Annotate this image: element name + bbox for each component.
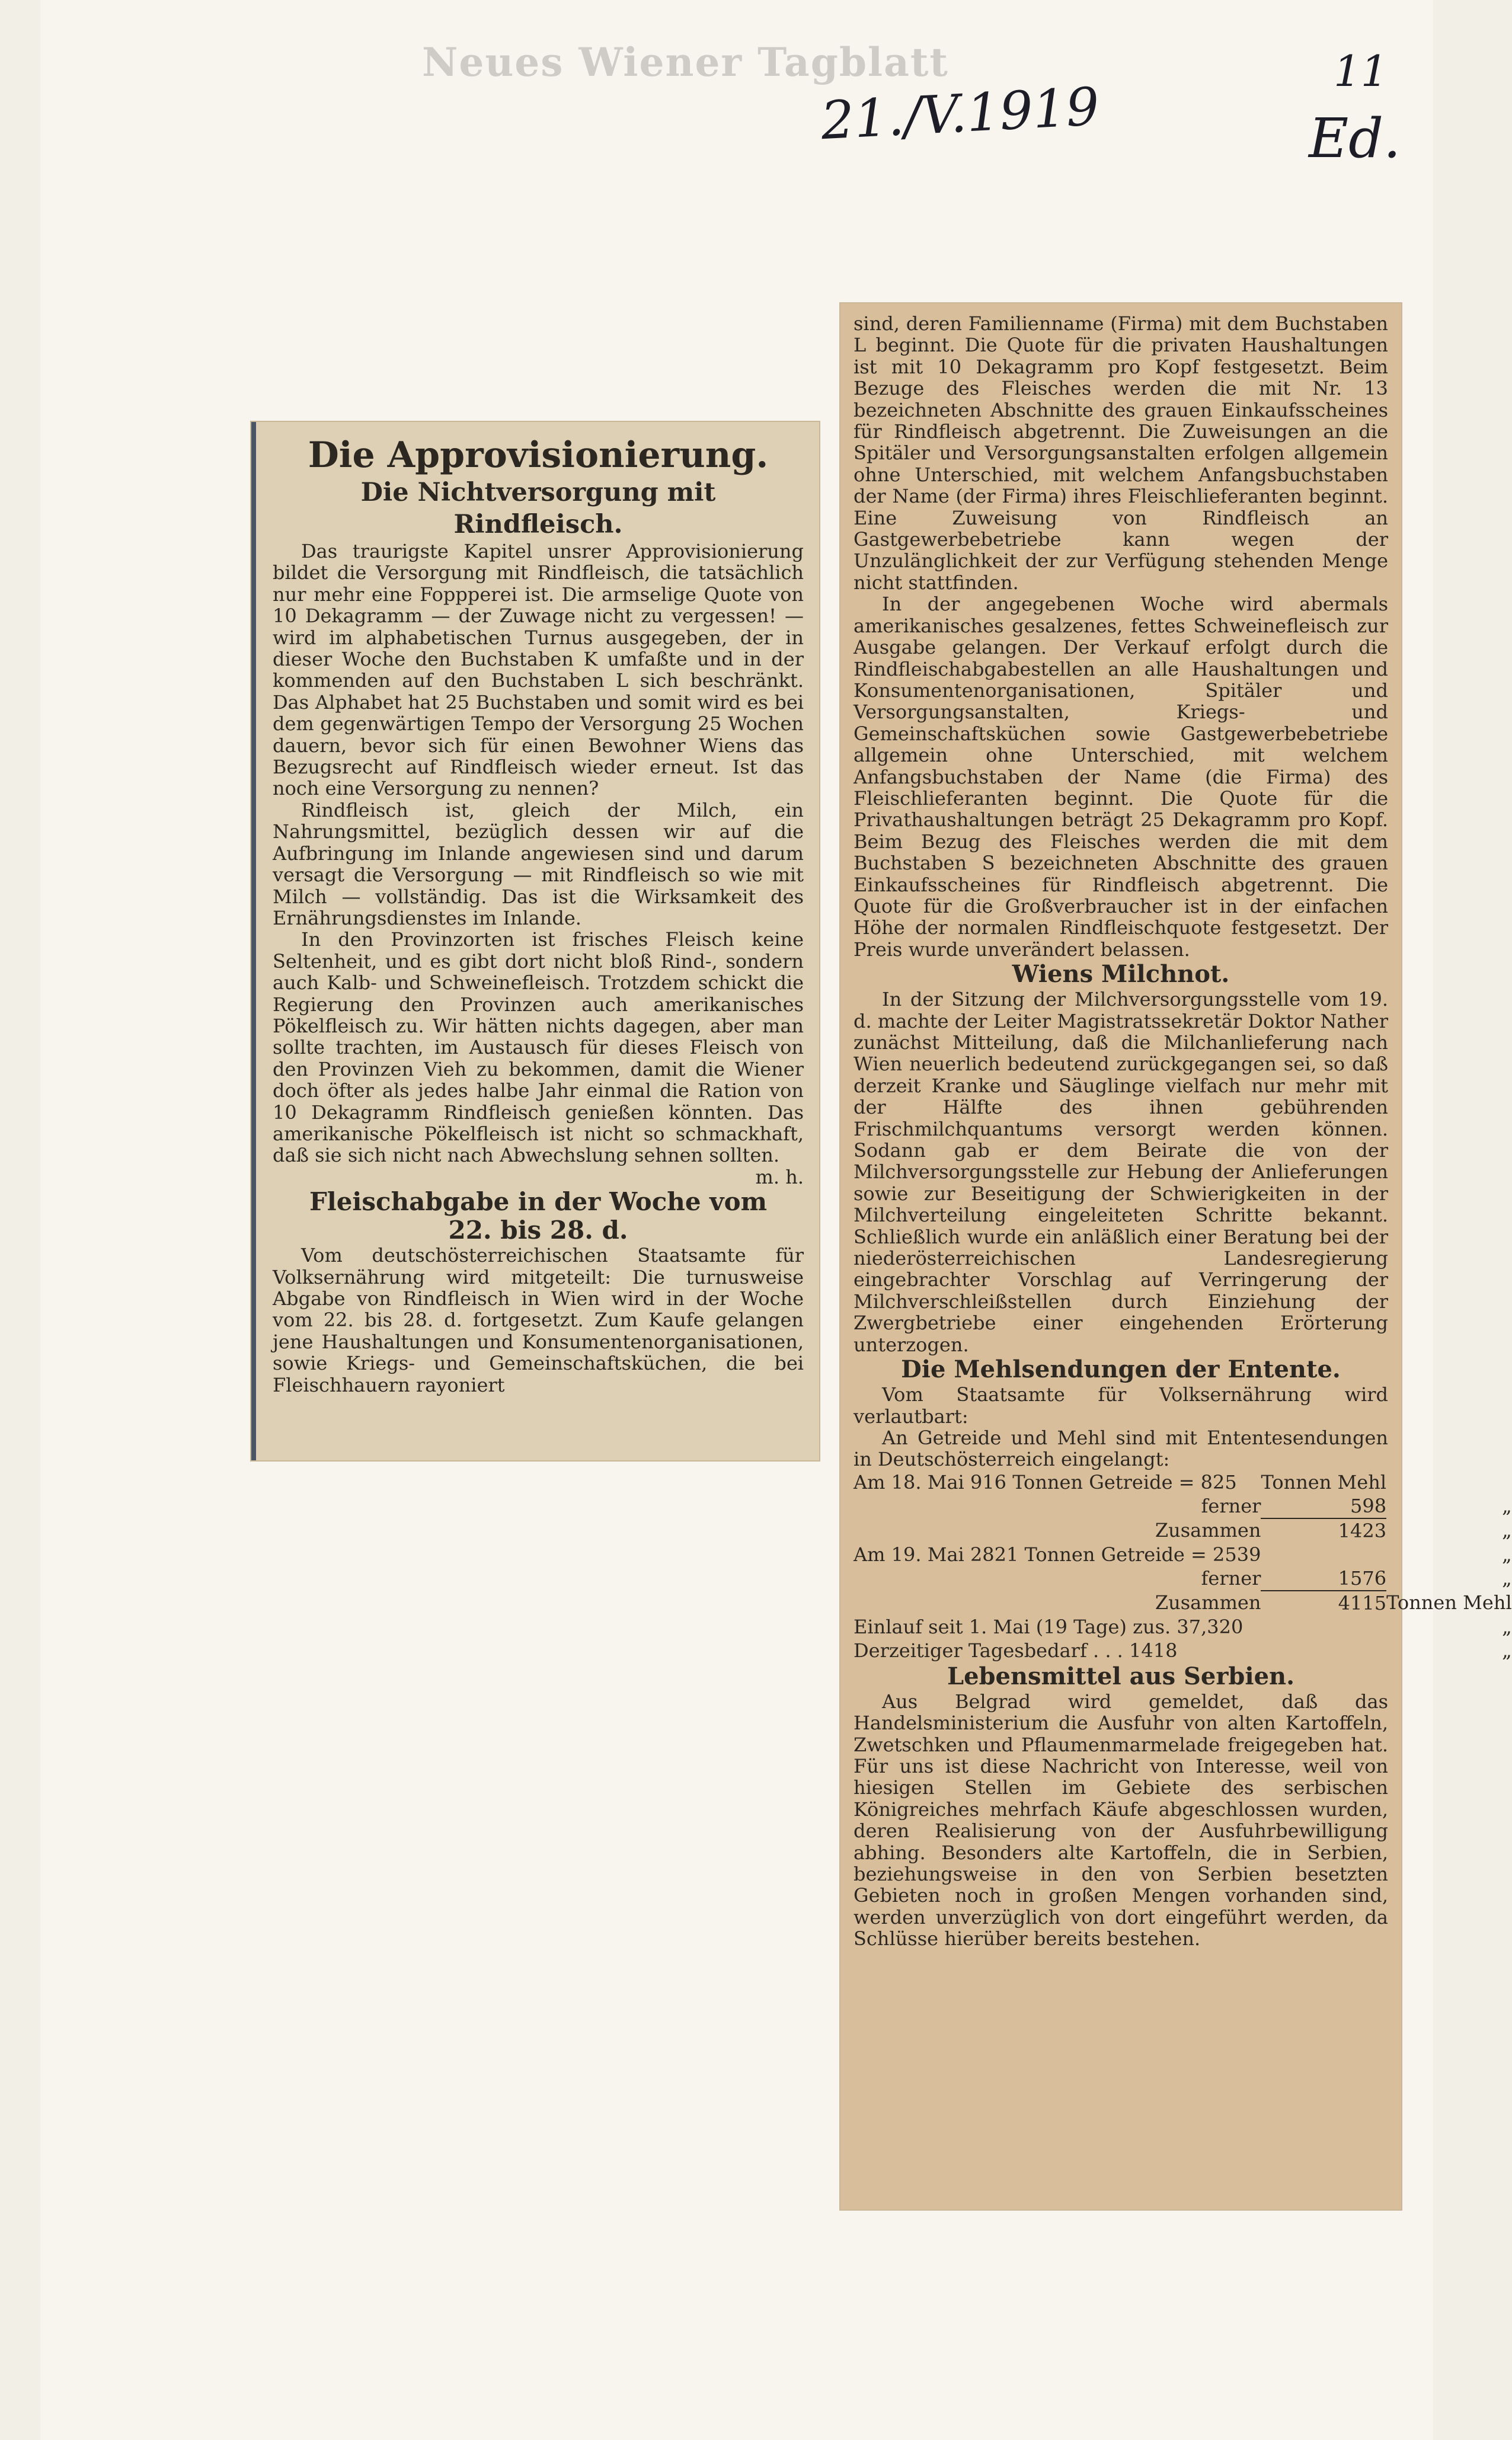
paragraph: Das traurigste Kapitel unsrer Approvisionierung bildet die Versorgung mit Rindfleisch, die tatsächlich nur mehr eine Foppperei ist. Die armselige Quote von 10 Dekagramm — der Zuwage nicht zu vergessen! — wird im alphabetischen Turnus ausgegeben, der in dieser Woche den Buchstaben K umfaßte und in der kommenden auf den Buchstaben L sich beschränkt. Das Alphabet hat 25 Buchstaben und somit wird es bei dem gegenwärtigen Tempo der Versorgung 25 Wochen dauern, bevor sich für einen Bewohner Wiens das Bezugsrecht auf Rindfleisch wieder erneut. Ist das noch eine Versorgung zu nennen? [273,540,804,800]
article-subtitle: Die Nichtversorgung mit Rindfleisch. [360,478,716,539]
table-cell-label: Am 19. Mai 2821 Tonnen Getreide = 2539 [854,1543,1261,1566]
table-cell-unit: Tonnen Mehl [1386,1591,1512,1614]
table-cell-label: ferner [1201,1567,1261,1590]
table-cell-label: Derzeitiger Tagesbedarf . . . 1418 [854,1639,1178,1662]
table-row [854,1470,1512,1494]
table-cell-value: 1423 [1338,1519,1387,1542]
paragraph: In den Provinzorten ist frisches Fleisch keine Seltenheit, und es gibt dort nicht bloß Rind-, sondern auch Kalb- und Schweinefleisch. Trotzdem schickt die Regierung den Provinzen auch amerikanisches Pökelfleisch zu. Wir hätten nichts dagegen, aber man sollte trachten, im Austausch für dieses Fleisch von den Provinzen Vieh zu bekommen, damit die Wiener doch öfter als jedes halbe Jahr einmal die Ration von 10 Dekagramm Rindfleisch genießen könnten. Das amerikanische Pökelfleisch ist nicht so schmackhaft, daß sie sich nicht nach Abwechslung sehnen sollten. [273,928,804,1167]
table-cell-value: Tonnen Mehl [1261,1470,1387,1494]
section-heading-dates: 22. bis 28. d. [448,1216,628,1245]
paragraph: Rindfleisch ist, gleich der Milch, ein Nahrungsmittel, bezüglich dessen wir auf die Aufbringung im Inlande angewiesen sind und darum versagt die Versorgung — mit Rindfleisch so wie mit Milch — vollständig. Das ist die Wirksamkeit des Ernährungsdienstes im Inlande. [273,798,804,929]
corner-mark-top: 11 [1334,46,1388,96]
heading-serbia: Lebensmittel aus Serbien. [947,1662,1295,1690]
table-row [854,1639,1512,1662]
table-cell-label: ferner [1201,1495,1261,1518]
heading-milk: Wiens Milchnot. [1012,960,1230,989]
table-row [854,1518,1512,1543]
table-cell-unit: „ [1502,1519,1512,1542]
clipping-left [251,422,819,1460]
flour-table [854,1470,1512,1662]
paragraph: Vom Staatsamte für Volksernährung wird verlautbart: [854,1383,1388,1428]
heading-flour: Die Mehlsendungen der Entente. [901,1355,1341,1384]
table-row [854,1615,1512,1639]
paragraph: In der angegebenen Woche wird abermals amerikanisches gesalzenes, fettes Schweinefleisch zur Ausgabe gelangen. Der Verkauf erfolgt durch die Rindfleischabgabestellen an alle Haushaltungen und Konsumentenorganisationen, Spitäler und Versorgungsanstalten, Kriegs- und Gemeinschaftsküchen sowie Gastgewerbebetriebe allgemein ohne Unterschied, mit welchem Anfangsbuchstaben der Name (die Firma) des Fleischlieferanten beginnt. Die Quote für die Privathaushaltungen beträgt 25 Dekagramm pro Kopf. Beim Bezug des Fleisches werden die mit dem Buchstaben S bezeichneten Abschnitte des grauen Einkaufsscheines für Rindfleisch abgetrennt. Die Quote für die Großverbraucher ist in der einfachen Höhe der normalen Rindfleischquote festgesetzt. Der Preis wurde unverändert belassen. [854,593,1388,961]
table-cell-label: Zusammen [1155,1591,1261,1614]
table-cell-unit: „ [1502,1639,1512,1662]
table-row [854,1591,1512,1615]
table-cell-unit [1386,1470,1512,1494]
table-cell-unit: „ [1502,1615,1512,1638]
paragraph: sind, deren Familienname (Firma) mit dem Buchstaben L beginnt. Die Quote für die privaten Haushaltungen ist mit 10 Dekagramm pro Kopf festgesetzt. Beim Bezuge des Fleisches werden die mit Nr. 13 bezeichneten Abschnitte des grauen Einkaufsscheines für Rindfleisch abgetrennt. Die Zuweisungen an die Spitäler und Versorgungsanstalten erfolgen allgemein ohne Unterschied, mit welchem Anfangsbuchstaben der Name (der Firma) ihres Fleischlieferanten beginnt. Eine Zuweisung von Rindfleisch an Gastgewerbebetriebe kann wegen der Unzulänglichkeit der zur Verfügung stehenden Menge nicht stattfinden. [854,312,1388,594]
author-signature: m. h. [755,1165,804,1188]
paragraph: Vom deutschösterreichischen Staatsamte für Volksernährung wird mitgeteilt: Die turnusweise Abgabe von Rindfleisch in Wien wird in der Woche vom 22. bis 28. d. fortgesetzt. Zum Kaufe gelangen jene Haushaltungen und Konsumentenorganisationen, sowie Kriegs- und Gemeinschaftsküchen, die bei Fleischhauern rayoniert [273,1244,804,1396]
table-cell-value: 1576 [1261,1566,1386,1591]
table-cell-unit: „ [1502,1495,1512,1518]
table-cell-value: 598 [1261,1494,1386,1518]
table-cell-unit: „ [1502,1543,1512,1566]
table-cell-value: 4115 [1338,1591,1387,1614]
newspaper-stamp: Neues Wiener Tagblatt [422,39,949,85]
table-cell-label: Einlauf seit 1. Mai (19 Tage) zus. 37,320 [854,1615,1244,1638]
paragraph: Aus Belgrad wird gemeldet, daß das Handelsministerium die Ausfuhr von alten Kartoffeln, Zwetschken und Pflaumenmarmelade freigegeben hat. Für uns ist diese Nachricht von Interesse, weil von hiesigen Stellen im Gebiete des serbischen Königreiches mehrfach Käufe abgeschlossen wurden, deren Realisierung von der Ausfuhrbewilligung abhing. Besonders alte Kartoffeln, die in Serbien, beziehungsweise in den von Serbien besetzten Gebieten noch in großen Mengen vorhanden sind, werden unverzüglich von dort eingeführt werden, da Schlüsse hierüber bereits bestehen. [854,1690,1388,1950]
table-cell-value [1261,1615,1386,1639]
table-cell-value [1261,1639,1386,1662]
table-cell-value [1261,1543,1386,1566]
article-title: Die Approvisionierung. [308,434,769,476]
table-cell-label: Zusammen [1155,1519,1261,1542]
section-heading: Fleischabgabe in der Woche vom [309,1187,768,1217]
table-row [854,1494,1512,1518]
paragraph: In der Sitzung der Milchversorgungsstelle vom 19. d. machte der Leiter Magistratssekretär Doktor Nather zunächst Mitteilung, daß die Milchanlieferung nach Wien neuerlich bedeutend zurückgegangen sei, so daß derzeit Kranke und Säuglinge vielfach nur mehr mit der Hälfte des ihnen gebührenden Frischmilchquantums versorgt werden können. Sodann gab er dem Beirate die von der Milchversorgungsstelle zur Hebung der Anlieferungen sowie zur Beseitigung der Schwierigkeiten in der Milchverteilung eingeleiteten Schritte bekannt. Schließlich wurde ein anläßlich einer Beratung bei der niederösterreichischen Landesregierung eingebrachter Vorschlag auf Verringerung der Milchverschleißstellen durch Einziehung der Zwergbetriebe einer eingehenden Erörterung unterzogen. [854,988,1388,1356]
table-row [854,1566,1512,1591]
table-cell-label: Am 18. Mai 916 Tonnen Getreide = 825 [854,1470,1237,1494]
paragraph: An Getreide und Mehl sind mit Ententesendungen in Deutschösterreich eingelangt: [854,1426,1388,1471]
clipping-right [840,303,1512,2209]
corner-mark-bottom: Ed. [1309,107,1401,170]
handwritten-date: 21./V.1919 [819,75,1101,152]
table-row [854,1543,1512,1566]
table-cell-unit: „ [1502,1567,1512,1590]
